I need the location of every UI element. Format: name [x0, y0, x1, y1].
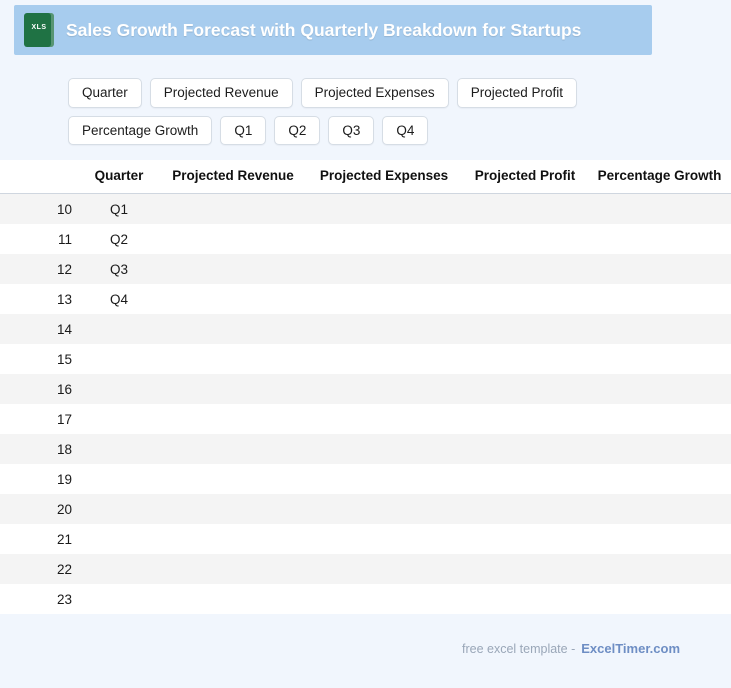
table-body [0, 194, 731, 615]
cell-growth[interactable] [588, 284, 731, 314]
row-index-label: 13 [56, 291, 72, 307]
xls-file-icon [24, 13, 54, 47]
cell-profit[interactable] [462, 194, 588, 225]
row-index-cell[interactable] [0, 314, 78, 344]
table-row[interactable] [0, 374, 731, 404]
row-index-cell[interactable] [0, 224, 78, 254]
row-index-cell[interactable] [0, 464, 78, 494]
cell-revenue[interactable] [160, 254, 306, 284]
cell-profit[interactable] [462, 464, 588, 494]
cell-expenses[interactable] [306, 314, 462, 344]
cell-revenue[interactable] [160, 584, 306, 614]
cell-growth[interactable] [588, 584, 731, 614]
row-index-cell[interactable] [0, 584, 78, 614]
field-chip[interactable]: Quarter [68, 78, 142, 108]
cell-expenses[interactable] [306, 434, 462, 464]
cell-profit[interactable] [462, 254, 588, 284]
cell-growth[interactable] [588, 524, 731, 554]
row-index-label: 14 [56, 321, 72, 337]
cell-growth[interactable] [588, 224, 731, 254]
row-index-label: 10 [56, 201, 72, 217]
cell-revenue[interactable] [160, 344, 306, 374]
table-row[interactable] [0, 224, 731, 254]
cell-expenses[interactable] [306, 584, 462, 614]
row-index-label: 16 [56, 381, 72, 397]
row-index-label: 12 [56, 261, 72, 277]
cell-profit[interactable] [462, 404, 588, 434]
cell-profit[interactable] [462, 314, 588, 344]
spreadsheet-table [0, 160, 731, 614]
cell-profit[interactable] [462, 434, 588, 464]
row-index-label: 17 [56, 411, 72, 427]
cell-expenses[interactable] [306, 554, 462, 584]
cell-quarter[interactable]: Q3 [78, 254, 160, 284]
cell-quarter[interactable] [78, 314, 160, 344]
cell-growth[interactable] [588, 554, 731, 584]
row-index-label: 15 [56, 351, 72, 367]
cell-profit[interactable] [462, 374, 588, 404]
field-chip[interactable]: Projected Expenses [301, 78, 449, 108]
cell-growth[interactable] [588, 374, 731, 404]
spreadsheet-table-container[interactable] [0, 160, 722, 612]
row-index-cell[interactable] [0, 404, 78, 434]
footer-text: free excel template - [461, 642, 576, 656]
cell-expenses[interactable] [306, 494, 462, 524]
table-row[interactable] [0, 314, 731, 344]
cell-profit[interactable] [462, 494, 588, 524]
table-row[interactable] [0, 344, 731, 374]
cell-quarter[interactable] [78, 344, 160, 374]
table-row[interactable] [0, 494, 731, 524]
cell-revenue[interactable] [160, 284, 306, 314]
page-title: Sales Growth Forecast with Quarterly Breakdown for Startups [66, 19, 582, 40]
field-chip[interactable]: Projected Revenue [150, 78, 293, 108]
cell-revenue[interactable] [160, 524, 306, 554]
field-chip[interactable]: Percentage Growth [68, 116, 212, 146]
cell-revenue[interactable] [160, 404, 306, 434]
field-chip-list [68, 78, 668, 145]
row-index-cell[interactable] [0, 554, 78, 584]
cell-quarter[interactable] [78, 584, 160, 614]
column-header-growth: Percentage Growth [588, 160, 731, 194]
cell-growth[interactable] [588, 494, 731, 524]
row-index-cell[interactable] [0, 194, 78, 225]
cell-profit[interactable] [462, 284, 588, 314]
cell-revenue[interactable] [160, 554, 306, 584]
cell-expenses[interactable] [306, 224, 462, 254]
footer-brand[interactable]: ExcelTimer.com [581, 641, 680, 656]
table-row[interactable] [0, 524, 731, 554]
cell-revenue[interactable] [160, 374, 306, 404]
cell-profit[interactable] [462, 584, 588, 614]
table-row[interactable] [0, 254, 731, 284]
row-index-cell[interactable] [0, 494, 78, 524]
row-index-cell[interactable] [0, 344, 78, 374]
cell-quarter[interactable] [78, 554, 160, 584]
row-index-label: 18 [56, 441, 72, 457]
cell-profit[interactable] [462, 224, 588, 254]
cell-expenses[interactable] [306, 344, 462, 374]
table-row[interactable] [0, 584, 731, 614]
cell-expenses[interactable] [306, 194, 462, 225]
page-header [14, 5, 652, 55]
cell-quarter[interactable]: Q1 [78, 194, 160, 225]
row-index-cell[interactable] [0, 374, 78, 404]
field-chip[interactable]: Q1 [220, 116, 266, 146]
cell-expenses[interactable] [306, 284, 462, 314]
cell-expenses[interactable] [306, 524, 462, 554]
row-index-cell[interactable] [0, 254, 78, 284]
table-row[interactable] [0, 464, 731, 494]
cell-revenue[interactable] [160, 494, 306, 524]
cell-quarter[interactable] [78, 494, 160, 524]
cell-profit[interactable] [462, 554, 588, 584]
row-index-label: 21 [56, 531, 72, 547]
cell-quarter[interactable] [78, 374, 160, 404]
cell-growth[interactable] [588, 194, 731, 225]
column-header-profit: Projected Profit [462, 160, 588, 194]
cell-growth[interactable] [588, 314, 731, 344]
column-header-revenue: Projected Revenue [160, 160, 306, 194]
cell-growth[interactable] [588, 434, 731, 464]
footer [462, 641, 680, 656]
table-header-row [0, 160, 731, 194]
cell-revenue[interactable] [160, 194, 306, 225]
row-index-cell[interactable] [0, 434, 78, 464]
row-index-cell[interactable] [0, 524, 78, 554]
cell-revenue[interactable] [160, 464, 306, 494]
row-index-label: 22 [56, 561, 72, 577]
cell-quarter[interactable] [78, 434, 160, 464]
cell-expenses[interactable] [306, 404, 462, 434]
cell-revenue[interactable] [160, 434, 306, 464]
cell-profit[interactable] [462, 524, 588, 554]
cell-expenses[interactable] [306, 254, 462, 284]
cell-quarter[interactable] [78, 404, 160, 434]
row-index-label: 19 [56, 471, 72, 487]
cell-revenue[interactable] [160, 314, 306, 344]
cell-profit[interactable] [462, 344, 588, 374]
field-chip[interactable]: Q2 [274, 116, 320, 146]
field-chip[interactable]: Q3 [328, 116, 374, 146]
cell-growth[interactable] [588, 404, 731, 434]
row-index-label: 20 [56, 501, 72, 517]
column-header-index [0, 160, 78, 194]
cell-growth[interactable] [588, 254, 731, 284]
column-header-expenses: Projected Expenses [306, 160, 462, 194]
cell-quarter[interactable]: Q2 [78, 224, 160, 254]
field-chip[interactable]: Projected Profit [457, 78, 577, 108]
cell-quarter[interactable] [78, 464, 160, 494]
table-row[interactable] [0, 434, 731, 464]
table-row[interactable] [0, 554, 731, 584]
table-row[interactable] [0, 284, 731, 314]
row-index-label: 11 [57, 231, 72, 247]
cell-growth[interactable] [588, 344, 731, 374]
table-row[interactable] [0, 404, 731, 434]
cell-expenses[interactable] [306, 464, 462, 494]
cell-quarter[interactable] [78, 524, 160, 554]
row-index-label: 23 [56, 591, 72, 607]
cell-quarter[interactable]: Q4 [78, 284, 160, 314]
table-row[interactable] [0, 194, 731, 225]
cell-expenses[interactable] [306, 374, 462, 404]
cell-revenue[interactable] [160, 224, 306, 254]
column-header-quarter: Quarter [78, 160, 160, 194]
field-chip[interactable]: Q4 [382, 116, 428, 146]
row-index-cell[interactable] [0, 284, 78, 314]
cell-growth[interactable] [588, 464, 731, 494]
